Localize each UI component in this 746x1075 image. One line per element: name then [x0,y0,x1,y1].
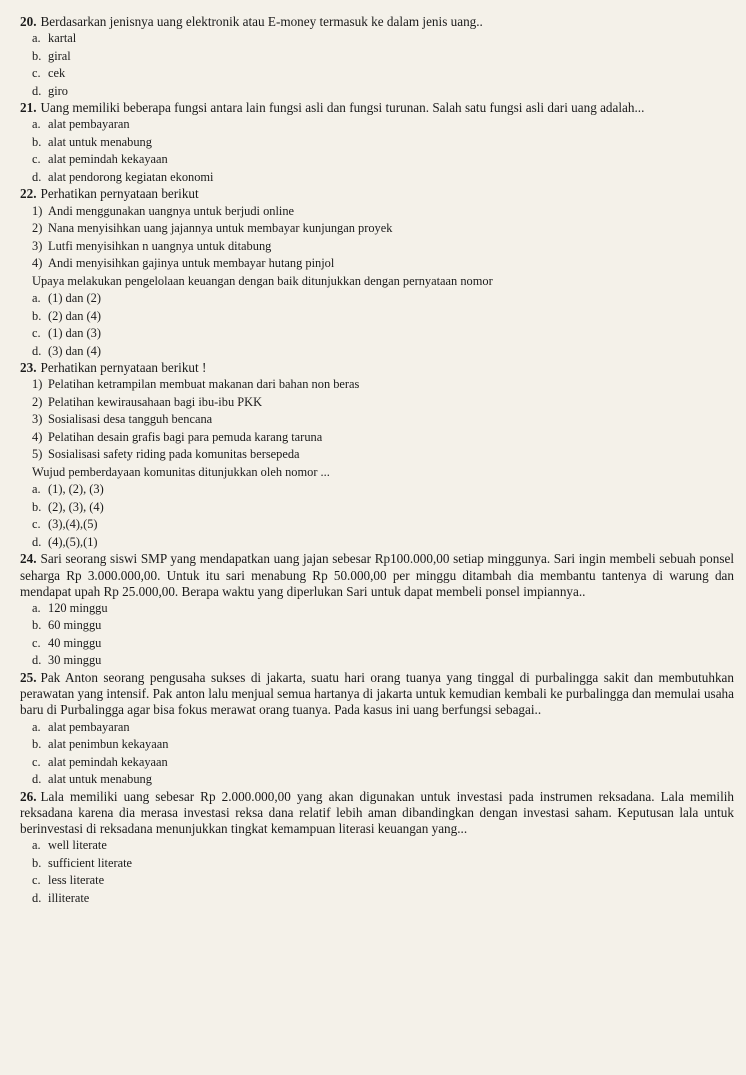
question-lead-text: Upaya melakukan pengelolaan keuangan dengan baik ditunjukkan dengan pernyataan nomor [32,273,493,288]
option-text: alat pembayaran [48,117,130,132]
option-letter: a. [32,719,41,734]
option-text: giral [48,48,71,63]
option-b[interactable] [20,48,734,66]
option-letter: d. [32,534,42,549]
option-d[interactable] [20,343,734,361]
option-letter: d. [32,890,42,905]
option-letter: a. [32,482,41,497]
statement-item [20,203,734,221]
option-letter: c. [32,152,41,167]
question-23 [20,360,734,551]
option-b[interactable] [20,736,734,754]
option-letter: c. [32,873,41,888]
option-letter: d. [32,169,42,184]
option-letter: b. [32,48,42,63]
question-26 [20,789,734,908]
statement-list [20,376,734,464]
question-number: 22. [20,186,37,202]
statement-text: Pelatihan ketrampilan membuat makanan dari bahan non beras [48,377,360,392]
option-text: (4),(5),(1) [48,534,98,549]
option-text: alat pemindah kekayaan [48,754,168,769]
question-24 [20,551,734,670]
statement-item [20,255,734,273]
option-letter: b. [32,855,42,870]
statement-item [20,376,734,394]
option-letter: a. [32,291,41,306]
question-text: Pak Anton seorang pengusaha sukses di jakarta, suatu hari orang tuanya yang tinggal di purbalingga sakit dan membutuhkan perawatan yang intensif. Pak anton lalu menjual semua hartanya di jakarta untuk kemudian kembali ke purbalingga dan memulai usaha baru di Purbalingga agar bisa fokus merawat orang tuanya. Pada kasus ini uang berfungsi sebagai.. [20,669,734,718]
question-22 [20,186,734,360]
option-text: (1) dan (2) [48,291,101,306]
question-21 [20,100,734,186]
option-letter: d. [32,653,42,668]
statement-text: Nana menyisihkan uang jajannya untuk membayar kunjungan proyek [48,221,393,236]
option-text: (1) dan (3) [48,326,101,341]
option-text: giro [48,83,68,98]
question-20 [20,14,734,100]
statement-number: 4) [32,256,43,271]
statement-item [20,446,734,464]
option-text: alat pembayaran [48,719,130,734]
statement-item [20,220,734,238]
option-a[interactable] [20,116,734,134]
question-number: 24. [20,551,37,567]
option-list [20,290,734,360]
option-d[interactable] [20,771,734,789]
option-text: (2), (3), (4) [48,499,104,514]
option-b[interactable] [20,134,734,152]
statement-number: 2) [32,394,43,409]
option-letter: b. [32,308,42,323]
option-a[interactable] [20,837,734,855]
question-text: Perhatikan pernyataan berikut [40,186,199,202]
statement-number: 5) [32,447,43,462]
statement-number: 1) [32,377,43,392]
option-text: (1), (2), (3) [48,482,104,497]
question-text: Perhatikan pernyataan berikut ! [40,360,207,376]
option-letter: b. [32,134,42,149]
option-text: alat untuk menabung [48,134,152,149]
statement-text: Pelatihan kewirausahaan bagi ibu-ibu PKK [48,394,263,409]
option-b[interactable] [20,308,734,326]
statement-text: Lutfi menyisihkan n uangnya untuk ditabung [48,238,272,253]
option-letter: b. [32,618,42,633]
option-c[interactable] [20,65,734,83]
statement-text: Sosialisasi desa tangguh bencana [48,412,213,427]
option-list [20,30,734,100]
option-c[interactable] [20,635,734,653]
option-d[interactable] [20,83,734,101]
statement-number: 1) [32,203,43,218]
option-text: less literate [48,873,105,888]
statement-text: Sosialisasi safety riding pada komunitas bersepeda [48,447,300,462]
option-list [20,837,734,907]
option-text: 30 minggu [48,653,102,668]
statement-list [20,203,734,273]
option-d[interactable] [20,890,734,908]
statement-item [20,411,734,429]
option-list [20,481,734,551]
statement-number: 2) [32,221,43,236]
option-letter: a. [32,600,41,615]
question-text: Lala memiliki uang sebesar Rp 2.000.000,00 yang akan digunakan untuk investasi pada instrumen reksadana. Lala memilih reksadana karena dia merasa investasi reksa dana relatif lebih aman dibandingkan dengan investasi saham. Keputusan lala untuk berinvestasi di reksadana menunjukkan tingkat kemampuan literasi keuangan yang... [20,788,734,836]
option-list [20,600,734,670]
option-text: alat penimbun kekayaan [48,737,169,752]
option-d[interactable] [20,652,734,670]
option-a[interactable] [20,30,734,48]
option-letter: c. [32,517,41,532]
question-text: Berdasarkan jenisnya uang elektronik atau E-money termasuk ke dalam jenis uang.. [40,14,483,29]
option-letter: a. [32,838,41,853]
question-number: 25. [20,669,37,685]
option-a[interactable] [20,481,734,499]
option-letter: b. [32,737,42,752]
option-letter: c. [32,635,41,650]
option-b[interactable] [20,855,734,873]
option-letter: c. [32,66,41,81]
option-c[interactable] [20,325,734,343]
statement-text: Pelatihan desain grafis bagi para pemuda karang taruna [48,429,323,444]
question-number: 20. [20,14,37,29]
option-list [20,116,734,186]
statement-text: Andi menggunakan uangnya untuk berjudi online [48,203,295,218]
option-text: alat pemindah kekayaan [48,152,168,167]
question-text: Uang memiliki beberapa fungsi antara lain fungsi asli dan fungsi turunan. Salah satu fungsi asli dari uang adalah... [40,100,645,116]
option-b[interactable] [20,499,734,517]
option-text: (3) dan (4) [48,343,101,358]
option-text: well literate [48,838,107,853]
option-letter: a. [32,31,41,46]
option-letter: c. [32,326,41,341]
option-letter: d. [32,772,42,787]
option-c[interactable] [20,516,734,534]
option-text: 60 minggu [48,618,102,633]
option-text: (3),(4),(5) [48,517,98,532]
option-a[interactable] [20,600,734,618]
option-d[interactable] [20,534,734,552]
option-d[interactable] [20,169,734,187]
option-letter: a. [32,117,41,132]
option-text: cek [48,66,66,81]
option-text: 120 minggu [48,600,108,615]
question-number: 26. [20,788,37,804]
option-text: alat untuk menabung [48,772,152,787]
statement-item [20,238,734,256]
option-a[interactable] [20,719,734,737]
option-a[interactable] [20,290,734,308]
statement-item [20,429,734,447]
option-list [20,719,734,789]
option-c[interactable] [20,151,734,169]
question-number: 23. [20,360,37,376]
option-text: kartal [48,31,77,46]
statement-number: 4) [32,429,43,444]
option-letter: d. [32,343,42,358]
option-letter: c. [32,754,41,769]
statement-item [20,394,734,412]
statement-number: 3) [32,238,43,253]
statement-text: Andi menyisihkan gajinya untuk membayar hutang pinjol [48,256,335,271]
option-text: sufficient literate [48,855,133,870]
option-text: alat pendorong kegiatan ekonomi [48,169,214,184]
option-c[interactable] [20,754,734,772]
option-text: illiterate [48,890,90,905]
question-25 [20,670,734,789]
option-text: 40 minggu [48,635,102,650]
option-text: (2) dan (4) [48,308,101,323]
option-letter: b. [32,499,42,514]
question-text: Sari seorang siswi SMP yang mendapatkan uang jajan sebesar Rp100.000,00 setiap minggunya. Sari ingin membeli sebuah ponsel seharga Rp 3.000.000,00. Untuk itu sari menabung Rp 50.000,00 per minggu ditambah dia membantu tantenya di warung dan mendapat upah Rp 25.000,00. Berapa waktu yang diperlukan Sari untuk dapat membeli ponsel impiannya.. [20,551,734,599]
option-b[interactable] [20,617,734,635]
option-letter: d. [32,83,42,98]
question-number: 21. [20,100,37,116]
statement-number: 3) [32,412,43,427]
option-c[interactable] [20,872,734,890]
question-lead-text: Wujud pemberdayaan komunitas ditunjukkan oleh nomor ... [32,464,330,479]
